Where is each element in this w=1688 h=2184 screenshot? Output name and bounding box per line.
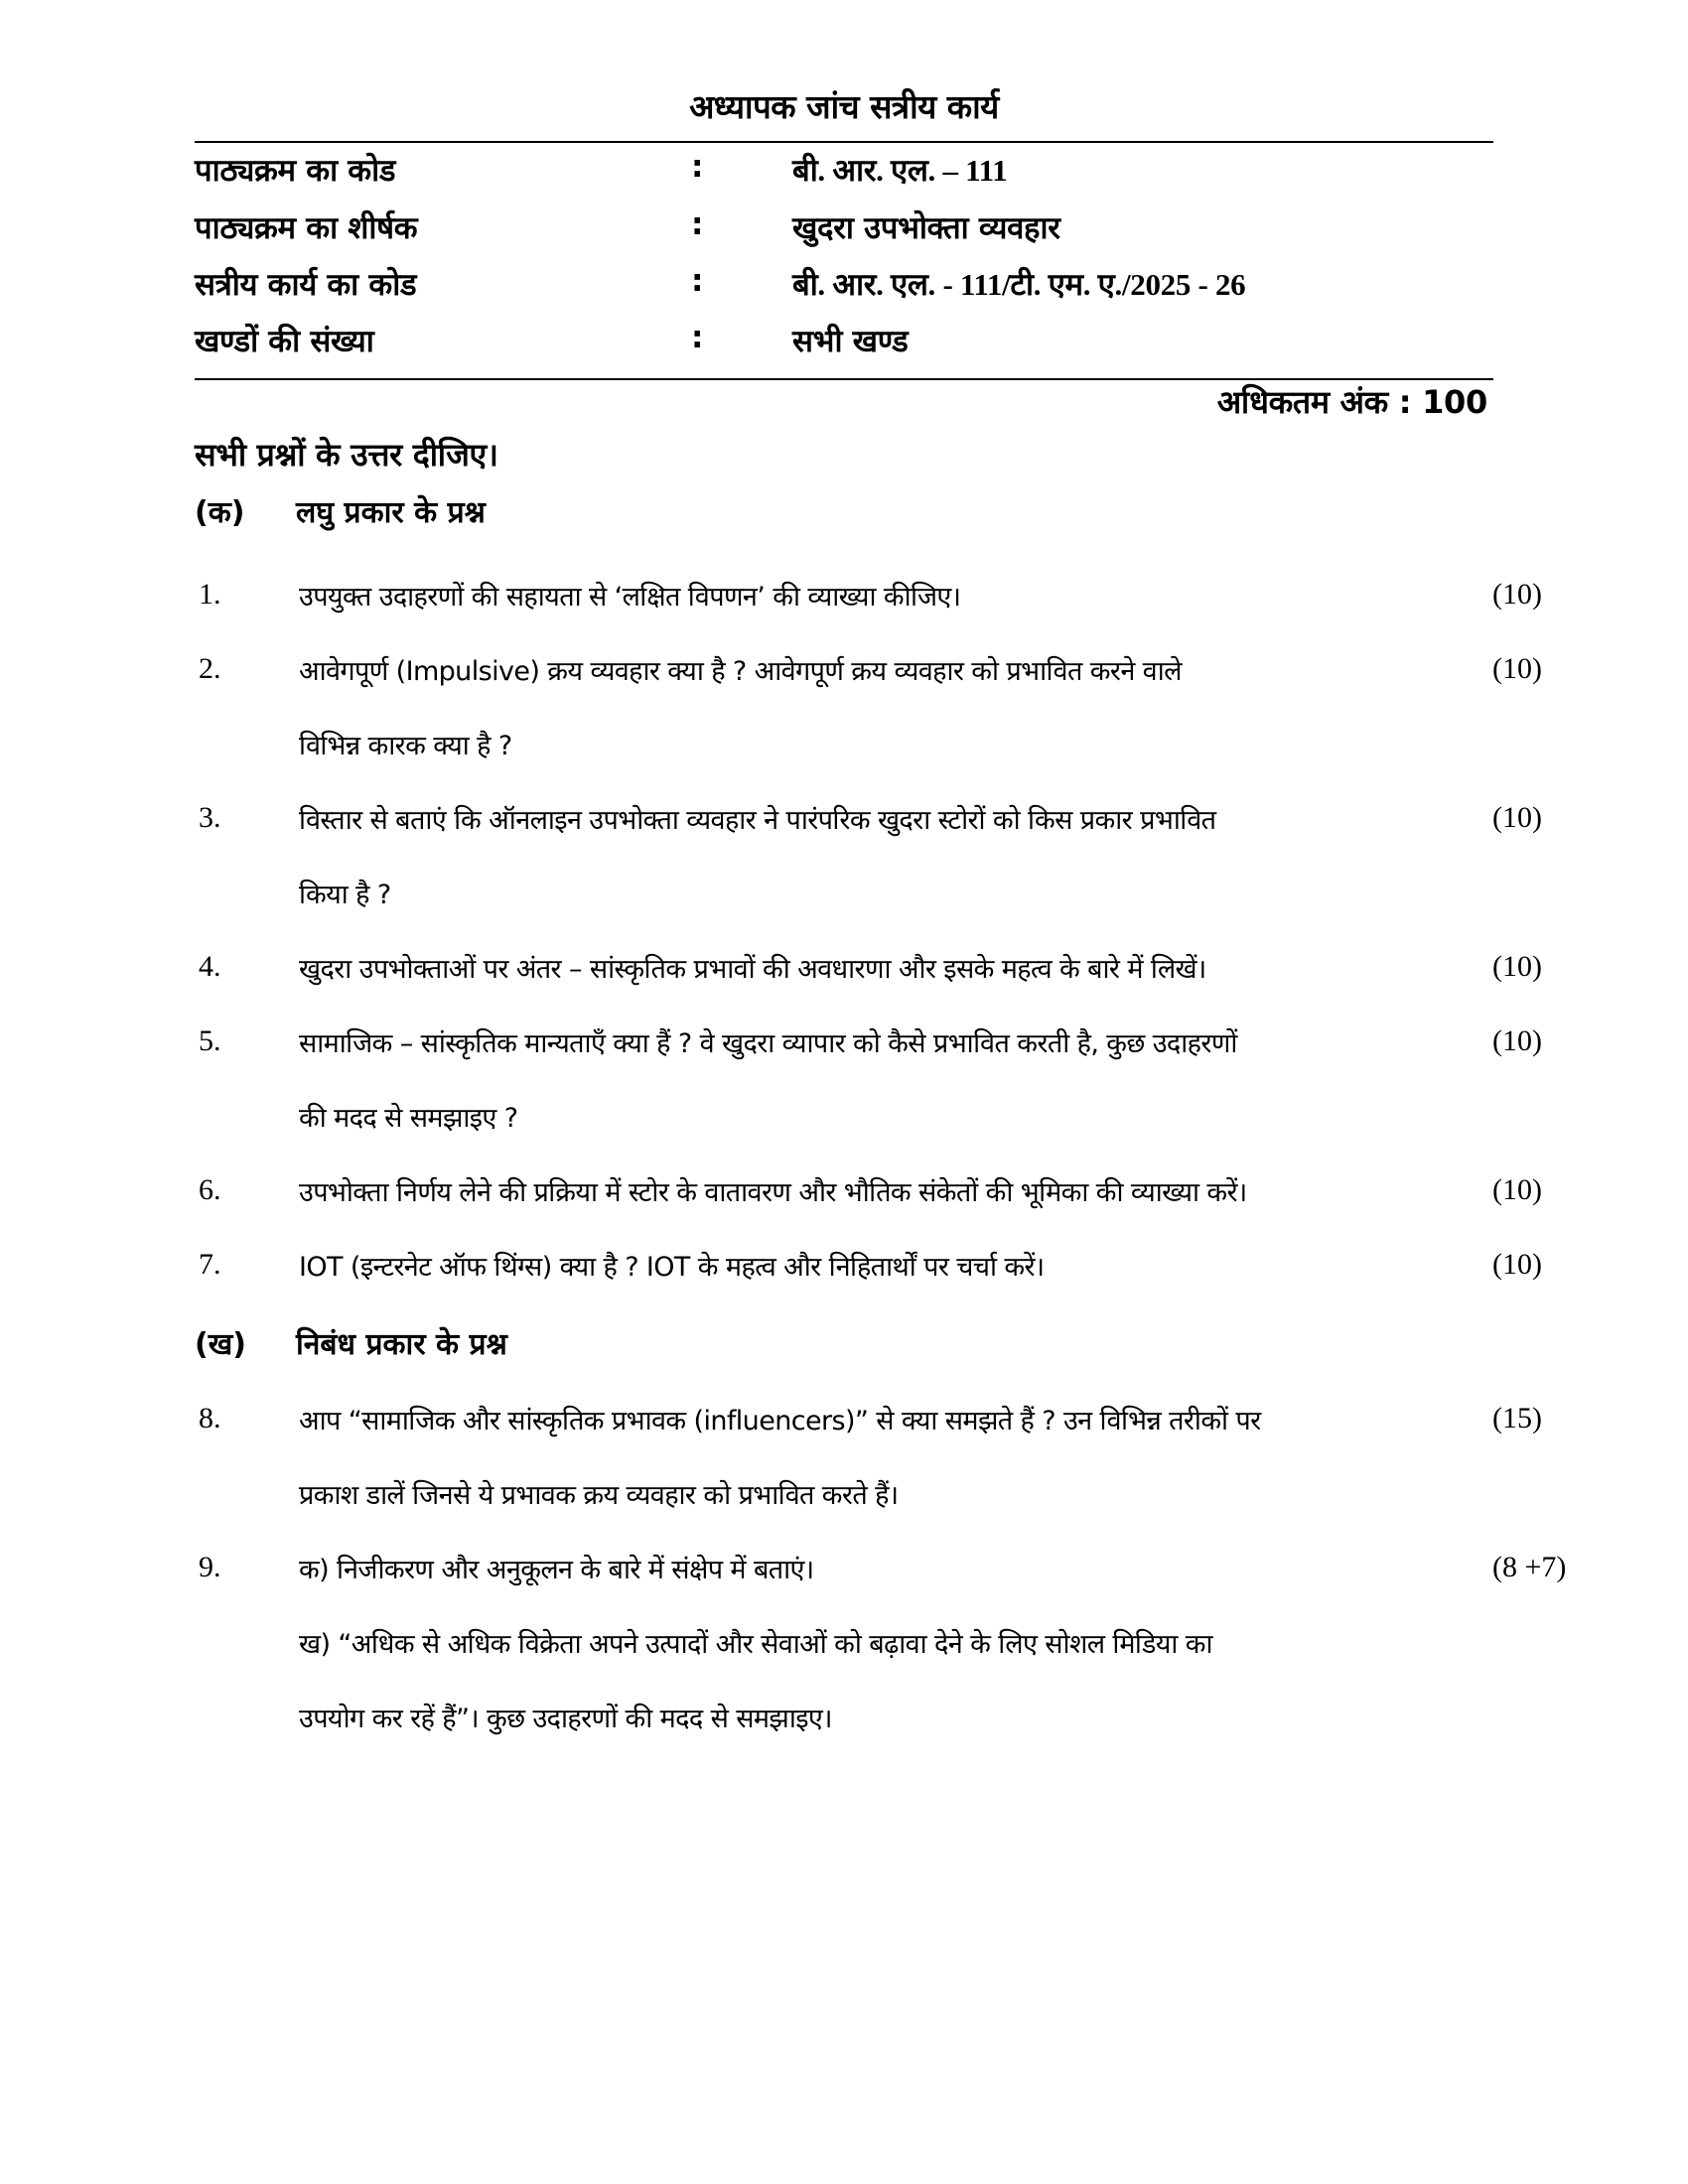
course-code-value: बी. आर. एल. – 111 — [792, 153, 1008, 188]
question-number: 9. — [199, 1551, 221, 1583]
question-number: 8. — [199, 1402, 221, 1434]
question-marks: (10) — [1492, 1024, 1542, 1057]
question-marks: (10) — [1492, 578, 1542, 611]
question-number: 5. — [199, 1024, 221, 1057]
question-marks: (10) — [1492, 1248, 1542, 1281]
maximum-marks: अधिकतम अंक : 100 — [1216, 383, 1487, 421]
question-text-continued: प्रकाश डालें जिनसे ये प्रभावक क्रय व्यवहार को प्रभावित करते हैं। — [299, 1480, 899, 1511]
question-number: 6. — [199, 1173, 221, 1206]
section-title: लघु प्रकार के प्रश्न — [296, 495, 486, 530]
question-number: 7. — [199, 1248, 221, 1281]
question-number: 3. — [199, 801, 221, 834]
question-subpart-a: क) निजीकरण और अनुकूलन के बारे में संक्षेप में बताएं। — [299, 1555, 814, 1585]
question-marks: (10) — [1492, 950, 1542, 983]
course-code-label: पाठ्यक्रम का कोड — [195, 153, 396, 189]
question-marks: (10) — [1492, 801, 1542, 834]
question-text: उपभोक्ता निर्णय लेने की प्रक्रिया में स्टोर के वातावरण और भौतिक संकेतों की भूमिका की व्याख्या करें। — [299, 1177, 1247, 1208]
question-text-continued: विभिन्न कारक क्या है ? — [299, 731, 512, 761]
question-subpart-b-continued: उपयोग कर रहें हैं”। कुछ उदाहरणों की मदद से समझाइए। — [299, 1704, 832, 1734]
question-marks: (10) — [1492, 652, 1542, 685]
question-marks: (15) — [1492, 1402, 1542, 1434]
page-title: अध्यापक जांच सत्रीय कार्य — [689, 87, 999, 126]
header-top-divider — [195, 141, 1493, 143]
section-letter: (क) — [195, 495, 245, 530]
course-code-separator: : — [691, 149, 704, 185]
blocks-count-value: सभी खण्ड — [792, 324, 909, 359]
instruction-text: सभी प्रश्नों के उत्तर दीजिए। — [195, 436, 498, 474]
question-number: 1. — [199, 578, 221, 611]
question-text: उपयुक्त उदाहरणों की सहायता से ‘लक्षित विपणन’ की व्याख्या कीजिए। — [299, 582, 961, 613]
assignment-code-label: सत्रीय कार्य का कोड — [195, 267, 417, 303]
question-text-continued: की मदद से समझाइए ? — [299, 1103, 518, 1134]
blocks-count-separator: : — [691, 320, 704, 355]
question-text: विस्तार से बताएं कि ऑनलाइन उपभोक्ता व्यवहार ने पारंपरिक खुदरा स्टोरों को किस प्रकार प्रभावित — [299, 805, 1216, 836]
section-letter: (ख) — [195, 1327, 246, 1362]
question-subpart-b: ख) “अधिक से अधिक विक्रेता अपने उत्पादों और सेवाओं को बढ़ावा देने के लिए सोशल मिडिया का — [299, 1629, 1212, 1660]
assignment-code-value: बी. आर. एल. - 111/टी. एम. ए./2025 - 26 — [792, 267, 1246, 302]
course-title-value: खुदरा उपभोक्ता व्यवहार — [792, 210, 1060, 246]
question-text: सामाजिक – सांस्कृतिक मान्यताएँ क्या हैं ? वे खुदरा व्यापार को कैसे प्रभावित करती है, कुछ उदाहरणों — [299, 1028, 1237, 1059]
question-text: IOT (इन्टरनेट ऑफ थिंग्स) क्या है ? IOT के महत्व और निहितार्थों पर चर्चा करें। — [299, 1252, 1045, 1283]
question-text-continued: किया है ? — [299, 880, 391, 910]
section-title: निबंध प्रकार के प्रश्न — [296, 1327, 507, 1362]
question-number: 2. — [199, 652, 221, 685]
question-text: आप “सामाजिक और सांस्कृतिक प्रभावक (influencers)” से क्या समझते हैं ? उन विभिन्न तरीकों पर — [299, 1406, 1261, 1436]
course-title-separator: : — [691, 206, 704, 242]
assignment-code-separator: : — [691, 263, 704, 299]
blocks-count-label: खण्डों की संख्या — [195, 324, 374, 359]
course-title-label: पाठ्यक्रम का शीर्षक — [195, 210, 418, 246]
question-text: आवेगपूर्ण (Impulsive) क्रय व्यवहार क्या है ? आवेगपूर्ण क्रय व्यवहार को प्रभावित करने वाले — [299, 656, 1182, 687]
question-text: खुदरा उपभोक्ताओं पर अंतर – सांस्कृतिक प्रभावों की अवधारणा और इसके महत्व के बारे में लिखें। — [299, 954, 1206, 985]
question-number: 4. — [199, 950, 221, 983]
question-marks: (8 +7) — [1492, 1551, 1567, 1583]
question-marks: (10) — [1492, 1173, 1542, 1206]
